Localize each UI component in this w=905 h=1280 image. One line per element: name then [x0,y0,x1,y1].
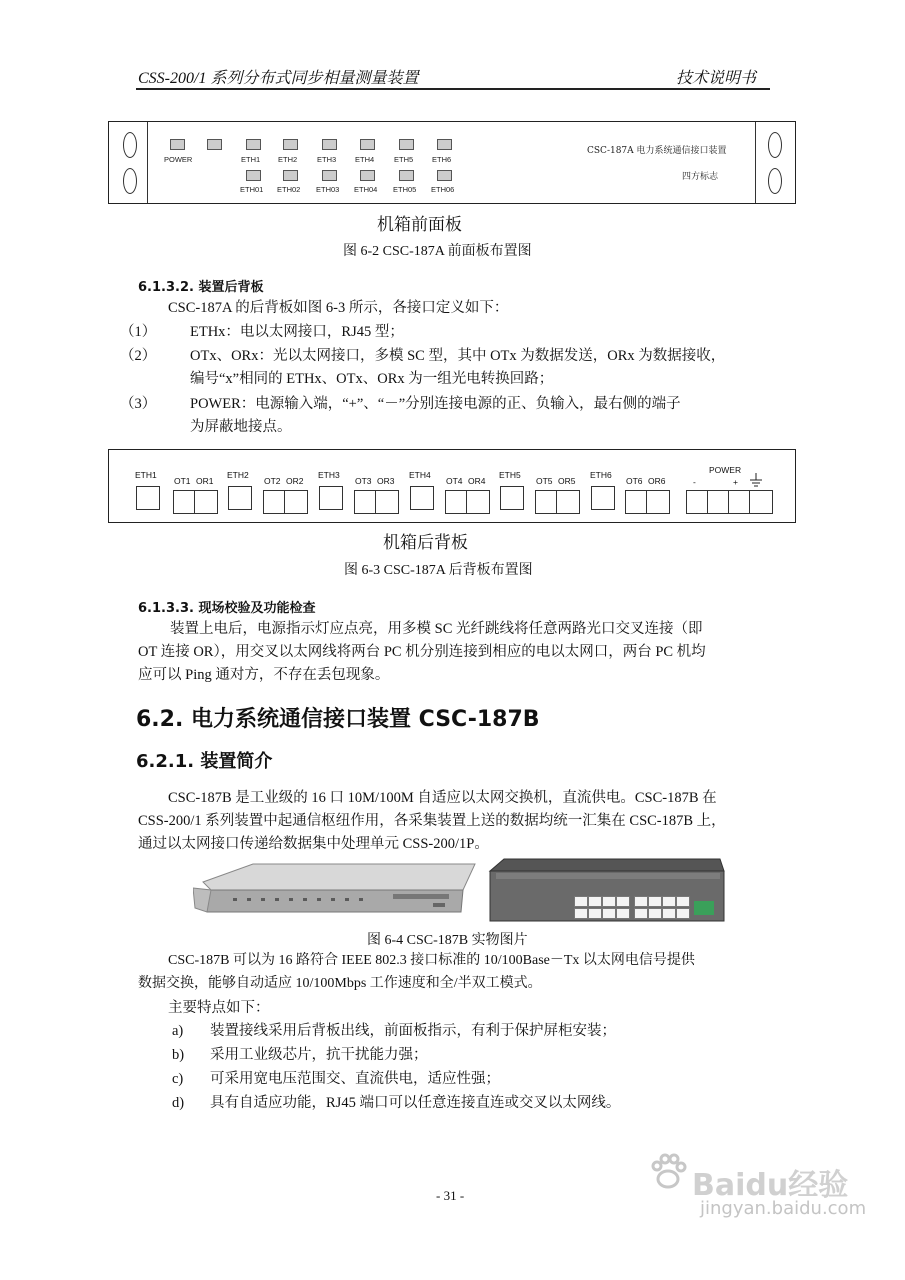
eth2-port [228,486,252,510]
header-left: CSS-200/1 系列分布式同步相量测量装置 [138,70,419,87]
rj45-port [662,908,676,919]
or6-label: OR6 [648,476,666,486]
paragraph-line: 应可以 Ping 通对方，不存在丢包现象。 [138,667,390,683]
ot2-label: OT2 [264,476,281,486]
eth5-led [399,139,414,150]
logo-text: 四方标志 [682,172,719,182]
paragraph-line: 装置上电后，电源指示灯应点亮，用多模 SC 光纤跳线将任意两路光口交叉连接（即 [170,621,703,637]
power-led [170,139,185,150]
list-item: 具有自适应功能，RJ45 端口可以任意连接直连或交叉以太网线。 [210,1095,621,1111]
ot4-label: OT4 [446,476,463,486]
eth4-led [360,139,375,150]
power-label: POWER [709,465,742,475]
paragraph: 主要特点如下： [168,1000,270,1016]
power-plus-label: + [733,477,738,487]
list-item: ETHx：电以太网接口，RJ45 型； [190,324,404,340]
eth6-label: ETH6 [432,155,452,164]
paw-logo-icon [648,1152,688,1192]
eth2-label: ETH2 [227,470,249,480]
eth6-label: ETH6 [590,470,612,480]
mount-hole [123,168,137,194]
eth5-port [500,486,524,510]
heading-6-2-1: 6.2.1. 装置简介 [136,751,273,772]
device-title: CSC-187A 电力系统通信接口装置 [587,146,727,156]
rj45-port [634,896,648,907]
rj45-port [634,908,648,919]
rj45-port [588,908,602,919]
front-panel-label: 机箱前面板 [377,215,462,234]
rj45-port [574,908,588,919]
eth2-label: ETH2 [278,155,298,164]
eth05-led [399,170,414,181]
list-number: （2） [120,348,157,364]
or2-port [284,490,308,514]
paragraph-line: OT 连接 OR），用交叉以太网线将两台 PC 机分别连接到相应的电以太网口，两台 PC 机均 [138,644,706,660]
or1-label: OR1 [196,476,214,486]
rj45-port [616,896,630,907]
paragraph: CSC-187A 的后背板如图 6-3 所示，各接口定义如下： [168,300,509,316]
paragraph-line: CSS-200/1 系列装置中起通信枢纽作用，各采集装置上送的数据均统一汇集在 CSC-187B 上， [138,813,726,829]
ot3-label: OT3 [355,476,372,486]
eth4-label: ETH4 [355,155,375,164]
paragraph-line: CSC-187B 是工业级的 16 口 10M/100M 自适应以太网交换机，直流供电。CSC-187B 在 [168,790,717,806]
list-item: 装置接线采用后背板出线，前面板指示，有利于保护屏柜安装； [210,1023,616,1039]
eth5-label: ETH5 [499,470,521,480]
eth5-label: ETH5 [394,155,414,164]
eth1-port [136,486,160,510]
eth4-port [410,486,434,510]
paragraph-line: 通过以太网接口传递给数据集中处理单元 CSS-200/1P。 [138,836,489,852]
header-right: 技术说明书 [676,70,757,87]
eth3-label: ETH3 [318,470,340,480]
ot6-label: OT6 [626,476,643,486]
mount-hole [768,132,782,158]
ot5-label: OT5 [536,476,553,486]
list-number: （3） [120,396,157,412]
section-title: 6.1.3.3. 现场校验及功能检查 [138,601,316,616]
rj45-port [602,896,616,907]
rj45-port [662,896,676,907]
list-item-continuation: 编号“x”相同的 ETHx、OTx、ORx 为一组光电转换回路； [190,371,554,387]
or5-label: OR5 [558,476,576,486]
or5-port [556,490,580,514]
figure-caption: 图 6-2 CSC-187A 前面板布置图 [343,244,532,259]
or4-label: OR4 [468,476,486,486]
list-number: d) [172,1095,185,1111]
rear-panel-label: 机箱后背板 [383,533,468,552]
eth02-label: ETH02 [277,185,301,194]
status-led [207,139,222,150]
paragraph-line: 数据交换，能够自动适应 10/100Mbps 工作速度和全/半双工模式。 [138,976,542,991]
or2-label: OR2 [286,476,304,486]
or3-label: OR3 [377,476,395,486]
heading-6-2: 6.2. 电力系统通信接口装置 CSC-187B [136,707,540,732]
mount-hole [768,168,782,194]
list-item-continuation: 为屏蔽地接点。 [190,419,292,435]
eth3-port [319,486,343,510]
eth2-led [283,139,298,150]
paragraph-line: CSC-187B 可以为 16 路符合 IEEE 802.3 接口标准的 10/100Base－Tx 以太网电信号提供 [168,953,695,968]
eth06-label: ETH06 [431,185,455,194]
eth02-led [283,170,298,181]
watermark-brand: Baidu经验 [692,1168,849,1203]
divider [147,122,148,203]
device-front-photo [193,860,477,916]
eth04-label: ETH04 [354,185,378,194]
watermark-url: jingyan.baidu.com [700,1198,867,1219]
rj45-port-array [572,896,692,920]
rj45-port [588,896,602,907]
eth05-label: ETH05 [393,185,417,194]
eth06-led [437,170,452,181]
list-item: 可采用宽电压范围交、直流供电，适应性强； [210,1071,500,1087]
figure-caption: 图 6-4 CSC-187B 实物图片 [367,933,528,948]
rj45-port [616,908,630,919]
power-terminal [749,490,773,514]
ot1-label: OT1 [174,476,191,486]
list-number: （1） [120,324,157,340]
list-item: OTx、ORx：光以太网接口，多模 SC 型，其中 OTx 为数据发送，ORx 为数据接收， [190,348,726,364]
header-rule [136,88,770,90]
eth6-led [437,139,452,150]
list-item: POWER：电源输入端，“+”、“－”分别连接电源的正、负输入，最右侧的端子 [190,396,681,412]
rj45-port [676,896,690,907]
section-title: 6.1.3.2. 装置后背板 [138,280,264,295]
eth3-label: ETH3 [317,155,337,164]
eth01-led [246,170,261,181]
rj45-port [602,908,616,919]
rj45-port [648,908,662,919]
mount-hole [123,132,137,158]
figure-caption: 图 6-3 CSC-187A 后背板布置图 [344,563,533,578]
eth6-port [591,486,615,510]
eth01-label: ETH01 [240,185,264,194]
eth3-led [322,139,337,150]
power-minus-label: - [693,477,696,487]
or4-port [466,490,490,514]
front-panel-diagram [108,121,796,204]
list-item: 采用工业级芯片，抗干扰能力强； [210,1047,428,1063]
eth04-led [360,170,375,181]
power-label: POWER [164,155,193,164]
rj45-port [676,908,690,919]
page-number: - 31 - [436,1188,465,1203]
divider [755,122,756,203]
eth03-label: ETH03 [316,185,340,194]
rj45-port [648,896,662,907]
list-number: c) [172,1071,184,1087]
or3-port [375,490,399,514]
or6-port [646,490,670,514]
list-number: a) [172,1023,184,1039]
eth4-label: ETH4 [409,470,431,480]
list-number: b) [172,1047,185,1063]
rj45-port [574,896,588,907]
eth03-led [322,170,337,181]
rear-panel-diagram [108,449,796,523]
or1-port [194,490,218,514]
ground-icon [749,473,763,487]
eth1-label: ETH1 [241,155,261,164]
eth1-label: ETH1 [135,470,157,480]
eth1-led [246,139,261,150]
